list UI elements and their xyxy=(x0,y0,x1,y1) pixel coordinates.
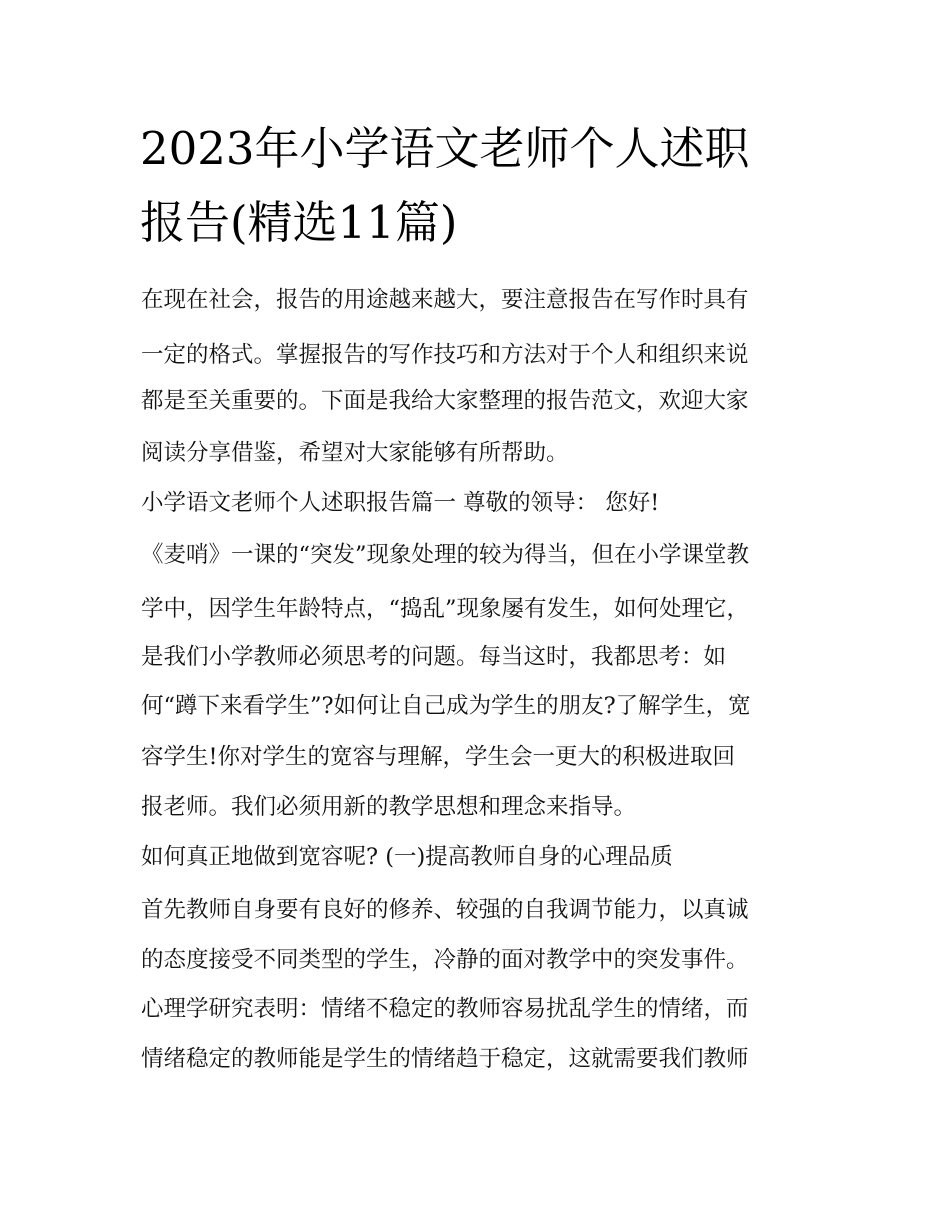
text-line-9: 何“蹲下来看学生”?如何让自己成为学生的朋友?了解学生，宽 xyxy=(141,693,751,719)
text-line-15: 心理学研究表明：情绪不稳定的教师容易扰乱学生的情绪，而 xyxy=(141,996,749,1022)
text-line-3: 都是至关重要的。下面是我给大家整理的报告范文，欢迎大家 xyxy=(141,388,749,414)
text-line-11: 报老师。我们必须用新的教学思想和理念来指导。 xyxy=(141,794,637,820)
text-line-16: 情绪稳定的教师能是学生的情绪趋于稳定，这就需要我们教师 xyxy=(141,1046,749,1072)
text-line-1: 在现在社会，报告的用途越来越大，要注意报告在写作时具有 xyxy=(141,287,749,313)
title-line-1: 2023年小学语文老师个人述职 xyxy=(140,122,750,175)
title-line-2: 报告(精选11篇) xyxy=(140,196,458,249)
text-line-12: 如何真正地做到宽容呢? (一)提高教师自身的心理品质 xyxy=(141,844,673,870)
text-line-2: 一定的格式。掌握报告的写作技巧和方法对于个人和组织来说 xyxy=(141,342,749,368)
text-line-6: 《麦哨》一课的“突发”现象处理的较为得当，但在小学课堂教 xyxy=(141,542,750,568)
text-line-8: 是我们小学教师必须思考的问题。每当这时，我都思考：如 xyxy=(141,644,727,670)
text-line-7: 学中，因学生年龄特点，“捣乱”现象屡有发生，如何处理它， xyxy=(141,596,750,622)
document-title xyxy=(140,112,820,260)
text-line-4: 阅读分享借鉴，希望对大家能够有所帮助。 xyxy=(141,440,569,466)
text-line-13: 首先教师自身要有良好的修养、较强的自我调节能力，以真诚 xyxy=(141,897,749,923)
text-line-14: 的态度接受不同类型的学生，冷静的面对教学中的突发事件。 xyxy=(141,947,749,973)
text-line-10: 容学生!你对学生的宽容与理解，学生会一更大的积极进取回 xyxy=(141,744,736,770)
text-line-5: 小学语文老师个人述职报告篇一 尊敬的领导： 您好! xyxy=(141,490,660,516)
